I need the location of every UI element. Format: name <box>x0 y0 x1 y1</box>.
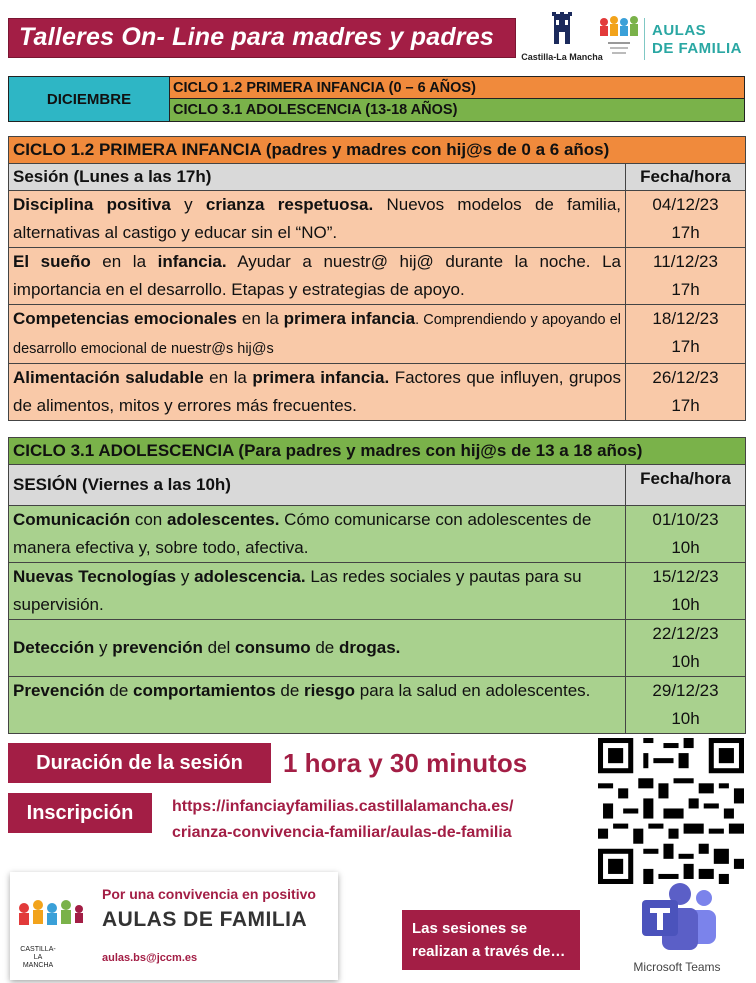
duration-label: Duración de la sesión <box>8 743 271 783</box>
table-row <box>9 305 746 364</box>
session-topic: infancia. <box>157 252 227 271</box>
session-topic: comportamientos <box>133 681 276 700</box>
sessions-via-note: Las sesiones se realizan a través de… <box>402 910 580 970</box>
session-topic: Comunicación <box>13 510 131 529</box>
session-topic: Detección <box>13 638 95 657</box>
session-description <box>9 677 626 734</box>
logo-text-aulas: AULAS <box>652 22 707 39</box>
registration-label: Inscripción <box>8 793 152 833</box>
session-topic: Nuevas Tecnologías <box>13 567 177 586</box>
logo-text-de-familia: DE FAMILIA <box>652 40 742 57</box>
session-description <box>9 305 626 364</box>
session-topic: drogas. <box>338 638 401 657</box>
aulas-de-familia-card <box>10 872 338 980</box>
session-date: 01/10/23 <box>652 510 719 529</box>
card-region-label: CASTILLA-LA MANCHA <box>20 946 56 969</box>
registration-link-line-1[interactable]: https://infanciayfamilias.castillalamancha.es/ <box>172 798 514 815</box>
table-row <box>9 364 746 421</box>
session-time: 17h <box>671 396 700 415</box>
session-topic: primera infancia. <box>252 368 390 387</box>
cycle-2-label: CICLO 3.1 ADOLESCENCIA (13-18 AÑOS) <box>170 99 744 121</box>
session-topic: crianza respetuosa. <box>205 195 374 214</box>
table-row <box>9 506 746 563</box>
session-description <box>9 248 626 305</box>
family-figures-icon <box>596 12 642 62</box>
table-row <box>9 677 746 734</box>
card-email-link[interactable]: aulas.bs@jccm.es <box>102 952 198 964</box>
session-date: 11/12/23 <box>653 252 718 271</box>
session-text: Factores que influyen, grupos de alimentos, mitos y errores más frecuentes. <box>13 368 622 415</box>
session-date: 29/12/23 <box>652 681 719 700</box>
session-text: del <box>202 638 236 657</box>
session-text: en la <box>203 368 253 387</box>
session-date-cell <box>626 364 746 421</box>
aulas-de-familia-logo <box>596 12 746 64</box>
session-text: y <box>170 195 206 214</box>
card-tagline: Por una convivencia en positivo <box>102 886 316 902</box>
castilla-la-mancha-logo <box>520 10 604 66</box>
session-text: para la salud en adolescentes. <box>355 681 591 700</box>
session-text: en la <box>237 309 284 328</box>
microsoft-teams-logo[interactable] <box>622 880 732 980</box>
session-description <box>9 364 626 421</box>
session-date: 26/12/23 <box>652 368 719 387</box>
session-date: 15/12/23 <box>652 567 719 586</box>
session-time: 17h <box>671 280 700 299</box>
session-text: y <box>176 567 195 586</box>
session-topic: Disciplina positiva <box>13 195 171 214</box>
infancy-sessions-table <box>8 136 746 421</box>
session-text: . Comprendiendo y apoyando el desarrollo emocional de nuestr@s hij@s <box>13 312 622 357</box>
duration-value: 1 hora y 30 minutos <box>283 748 528 778</box>
family-figures-icon <box>16 896 88 942</box>
table-row <box>9 620 746 677</box>
session-time: 10h <box>671 538 700 557</box>
card-program-name: AULAS DE FAMILIA <box>102 908 308 931</box>
session-topic: Alimentación saludable <box>13 368 204 387</box>
logo-region-label: Castilla-La Mancha <box>521 52 603 62</box>
session-date: 04/12/23 <box>652 195 719 214</box>
session-text: de <box>275 681 305 700</box>
session-topic: Prevención <box>13 681 105 700</box>
title-banner <box>8 18 516 58</box>
session-text: de <box>310 638 339 657</box>
month-cycles-box <box>8 76 745 122</box>
adolescence-sessions-table <box>8 437 746 734</box>
session-time: 10h <box>671 595 700 614</box>
logo-divider <box>644 18 645 60</box>
session-date: 22/12/23 <box>652 624 719 643</box>
castle-icon <box>520 10 604 54</box>
session-topic: primera infancia <box>283 309 416 328</box>
session-text: con <box>130 510 167 529</box>
session-date-cell <box>626 305 746 364</box>
session-time: 17h <box>671 223 700 242</box>
teams-label: Microsoft Teams <box>633 960 721 974</box>
table-row <box>9 563 746 620</box>
table-row <box>9 248 746 305</box>
registration-link-line-2[interactable]: crianza-convivencia-familiar/aulas-de-familia <box>172 824 512 841</box>
session-description <box>9 563 626 620</box>
session-topic: adolescencia. <box>194 567 306 586</box>
session-text: Nuevos modelos de familia, alternativas al castigo y educar sin el “NO”. <box>13 195 621 242</box>
cycle-1-label: CICLO 1.2 PRIMERA INFANCIA (0 – 6 AÑOS) <box>170 77 744 99</box>
session-topic: riesgo <box>304 681 356 700</box>
table-heading: CICLO 3.1 ADOLESCENCIA (Para padres y madres con hij@s de 13 a 18 años) <box>9 438 746 465</box>
session-date-cell <box>626 677 746 734</box>
table-heading: CICLO 1.2 PRIMERA INFANCIA (padres y madres con hij@s de 0 a 6 años) <box>9 137 746 164</box>
session-time: 10h <box>671 709 700 728</box>
page-title: Talleres On- Line para madres y padres <box>19 23 494 51</box>
session-time: 10h <box>671 652 700 671</box>
session-date-cell <box>626 620 746 677</box>
session-date-cell <box>626 248 746 305</box>
column-header-date: Fecha/hora <box>626 164 746 191</box>
session-text: Las redes sociales y pautas para su supervisión. <box>13 567 582 614</box>
session-date-cell <box>626 506 746 563</box>
column-header-date: Fecha/hora <box>626 465 746 506</box>
session-time: 17h <box>671 337 700 356</box>
session-text: de <box>104 681 134 700</box>
session-topic: El sueño <box>13 252 91 271</box>
teams-icon <box>638 880 718 958</box>
session-topic: consumo <box>235 638 311 657</box>
session-date-cell <box>626 563 746 620</box>
session-date-cell <box>626 191 746 248</box>
session-description <box>9 191 626 248</box>
session-text: y <box>94 638 113 657</box>
column-header-session: SESIÓN (Viernes a las 10h) <box>9 465 626 506</box>
session-topic: adolescentes. <box>166 510 280 529</box>
session-text: en la <box>90 252 158 271</box>
qr-code-icon[interactable] <box>598 738 744 884</box>
session-text: Ayudar a nuestr@ hij@ durante la noche. La importancia en el desarrollo. Etapas y estrategias de apoyo. <box>13 252 622 299</box>
session-topic: prevención <box>112 638 203 657</box>
session-topic: Competencias emocionales <box>13 309 238 328</box>
session-date: 18/12/23 <box>652 309 719 328</box>
table-row <box>9 191 746 248</box>
column-header-session: Sesión (Lunes a las 17h) <box>9 164 626 191</box>
session-description <box>9 506 626 563</box>
month-label: DICIEMBRE <box>9 77 170 121</box>
session-text: Cómo comunicarse con adolescentes de manera efectiva y, sobre todo, afectiva. <box>13 510 592 557</box>
session-description <box>9 620 626 677</box>
